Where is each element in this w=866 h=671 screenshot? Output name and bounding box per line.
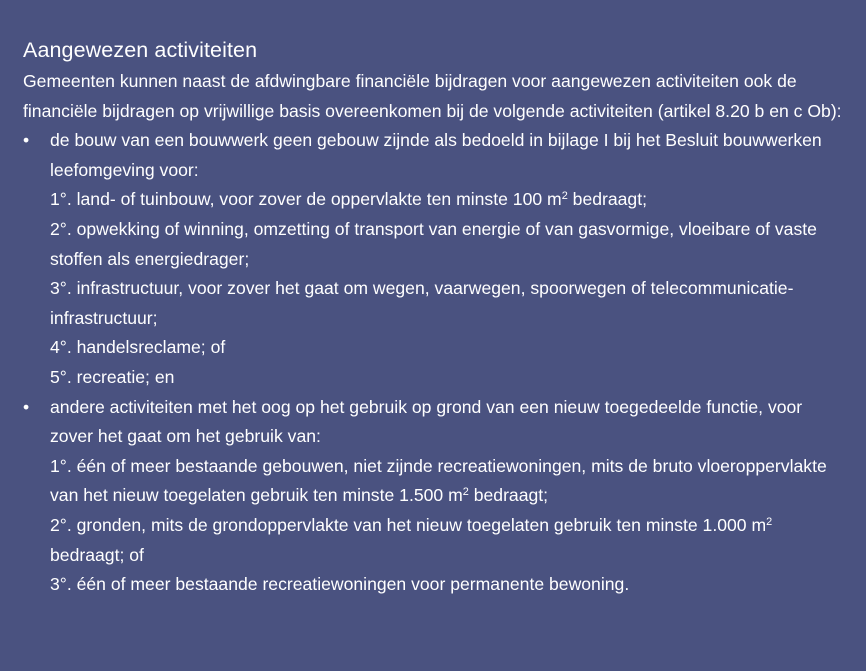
intro-paragraph: Gemeenten kunnen naast de afdwingbare financiële bijdragen voor aangewezen activiteiten ook de financiële bijdragen op vrijwillige basis overeenkomen bij de volgende activiteiten (artikel 8.20 b en c Ob): [23,71,842,121]
body-text [23,67,846,600]
superscript: 2 [766,515,773,528]
activity-list [23,126,846,600]
superscript: 2 [561,190,568,203]
section-title: Aangewezen activiteiten [23,38,258,62]
sub-item-text: 1°. land- of tuinbouw, voor zover de oppervlakte ten minste 100 m [50,189,562,210]
bullet-icon: • [23,130,30,151]
sub-item-agriculture [50,185,846,215]
sub-item-recreation: 5°. recreatie; en [50,366,175,387]
sub-item-existing-buildings [50,452,846,511]
sub-item-grounds [50,511,846,570]
list-item-text: andere activiteiten met het oog op het gebruik op grond van een nieuw toegedeelde functie, voor zover het gaat om het gebruik van: [50,396,803,447]
list-item-text: de bouw van een bouwwerk geen gebouw zijnde als bedoeld in bijlage I bij het Besluit bouwwerken leefomgeving voor: [50,130,822,180]
list-item-other-activities [23,393,846,600]
bullet-icon: • [23,396,30,417]
list-item-building [23,126,846,392]
sub-item-text: bedraagt; [468,485,549,506]
sub-item-text: 1°. één of meer bestaande gebouwen, niet zijnde recreatiewoningen, mits de bruto vloeroppervlakte van het nieuw toegelaten gebruik ten minste 1.500 m [50,455,827,506]
sub-item-text: bedraagt; of [50,544,144,565]
sub-item-advertising: 4°. handelsreclame; of [50,337,226,358]
sub-item-energy: 2°. opwekking of winning, omzetting of transport van energie of van gasvormige, vloeibare of vaste stoffen als energiedrager; [50,218,817,269]
superscript: 2 [462,486,469,499]
sub-item-recreation-homes: 3°. één of meer bestaande recreatiewoningen voor permanente bewoning. [50,574,630,595]
sub-item-text: bedraagt; [567,189,647,210]
sub-item-text: 2°. gronden, mits de grondoppervlakte van het nieuw toegelaten gebruik ten minste 1.000 m [50,514,767,535]
sub-item-infrastructure: 3°. infrastructuur, voor zover het gaat om wegen, vaarwegen, spoorwegen of telecommunicatie-infrastructuur; [50,278,794,328]
